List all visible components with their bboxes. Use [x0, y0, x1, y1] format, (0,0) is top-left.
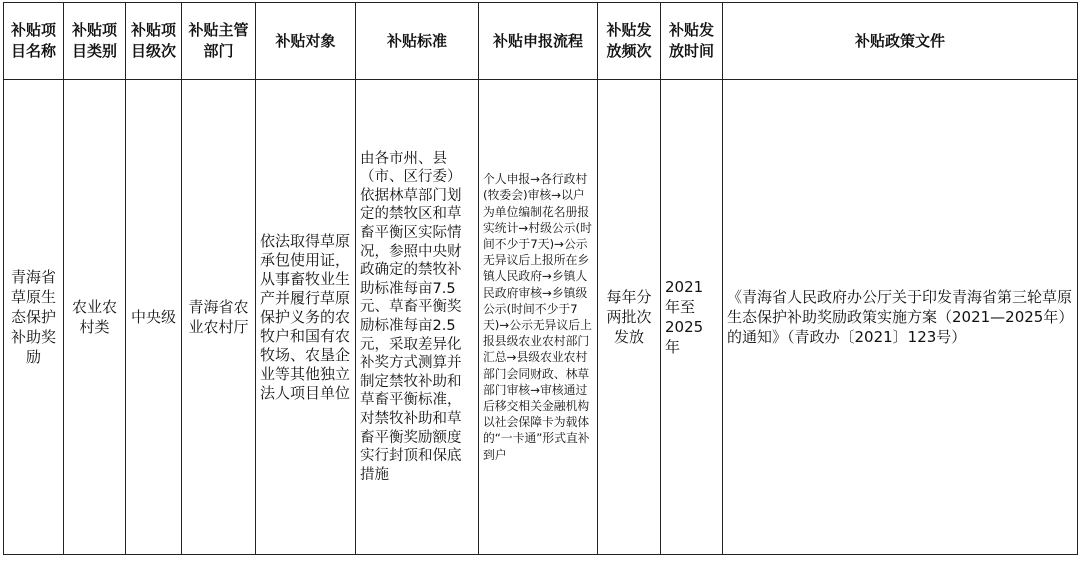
cell-project-name: 青海省草原生态保护补助奖励: [4, 80, 64, 555]
cell-target: 依法取得草原承包使用证，从事畜牧业生产并履行草原保护义务的农牧户和国有农牧场、农垦企业等其他独立法人项目单位: [256, 80, 356, 555]
header-project-name: 补贴项目名称: [4, 3, 64, 80]
header-standard: 补贴标准: [356, 3, 479, 80]
cell-policy: 《青海省人民政府办公厅关于印发青海省第三轮草原生态保护补助奖励政策实施方案（2021—2025年）的通知》（青政办〔2021〕123号）: [723, 80, 1078, 555]
cell-time: 2021年至2025年: [661, 80, 723, 555]
header-time: 补贴发放时间: [661, 3, 723, 80]
header-frequency: 补贴发放频次: [598, 3, 661, 80]
header-project-level: 补贴项目级次: [126, 3, 182, 80]
header-process: 补贴申报流程: [479, 3, 598, 80]
header-project-category: 补贴项目类别: [64, 3, 126, 80]
header-target: 补贴对象: [256, 3, 356, 80]
cell-project-level: 中央级: [126, 80, 182, 555]
header-policy: 补贴政策文件: [723, 3, 1078, 80]
header-row: [4, 3, 1078, 80]
subsidy-table: [3, 2, 1078, 555]
cell-project-category: 农业农村类: [64, 80, 126, 555]
cell-frequency: 每年分两批次发放: [598, 80, 661, 555]
cell-process: 个人申报→各行政村(牧委会)审核→以户为单位编制花名册报实统计→村级公示(时间不少于7天)→公示无异议后上报所在乡镇人民政府→乡镇人民政府审核→乡镇级公示(时间不少于7天)→公示无异议后上报县级农业农村部门汇总→县级农业农村部门会同财政、林草部门审核→审核通过后移交相关金融机构以社会保障卡为载体的“一卡通”形式直补到户: [479, 80, 598, 555]
cell-standard: 由各市州、县（市、区行委）依据林草部门划定的禁牧区和草畜平衡区实际情况，参照中央财政确定的禁牧补助标准每亩7.5元、草畜平衡奖励标准每亩2.5元，采取差异化补奖方式测算并制定禁牧补助和草畜平衡标准，对禁牧补助和草畜平衡奖励额度实行封顶和保底措施: [356, 80, 479, 555]
cell-department: 青海省农业农村厅: [182, 80, 256, 555]
header-department: 补贴主管部门: [182, 3, 256, 80]
table-row: [4, 80, 1078, 555]
